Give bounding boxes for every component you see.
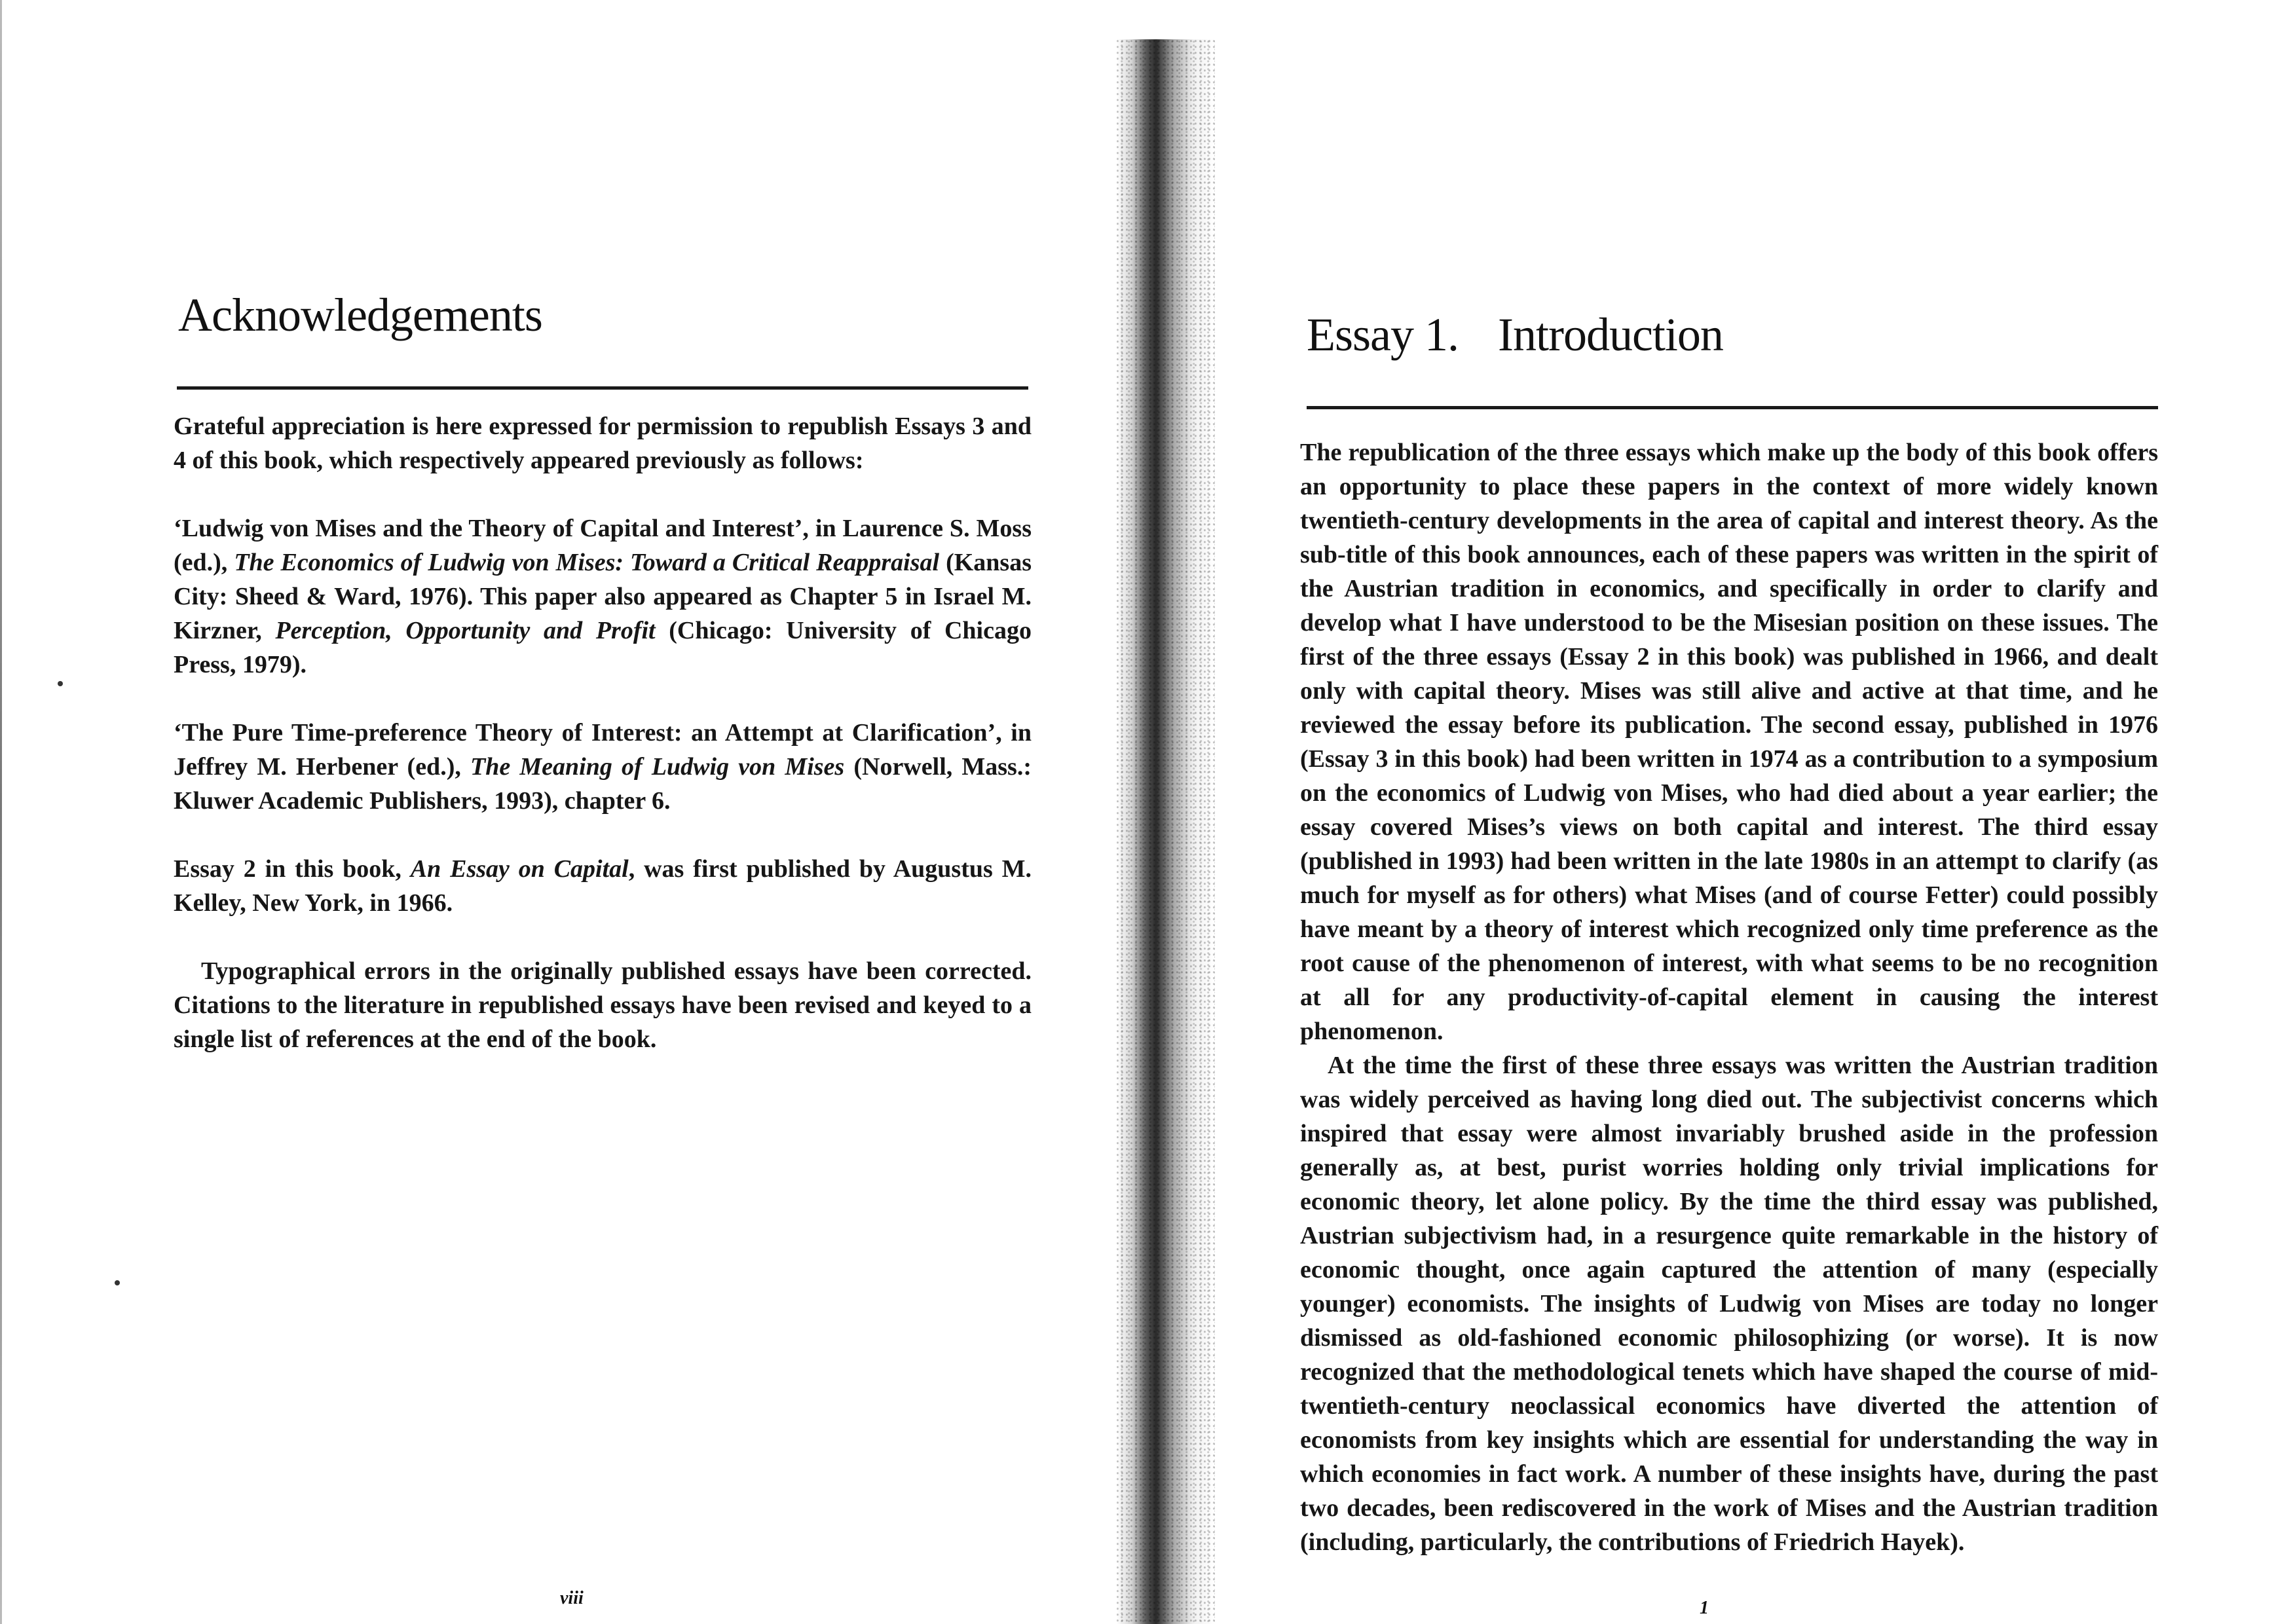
closing-paragraph: Typographical errors in the originally published essays have been corrected. Citations to the literature in republished essays have been revised and keyed to a single list of references at the end of the book. bbox=[174, 957, 1032, 1053]
scan-speck bbox=[58, 681, 63, 686]
entry-paragraph-3: Essay 2 in this book, An Essay on Capital, was first published by Augustus M. Kelley, New York, in 1966. bbox=[174, 855, 1032, 917]
intro-paragraph: Grateful appreciation is here expressed for permission to republish Essays 3 and 4 of this book, which respectively appeared previously as follows: bbox=[174, 413, 1032, 474]
page-number: viii bbox=[560, 1588, 584, 1608]
scan-speck bbox=[115, 1280, 120, 1285]
page-heading-acknowledgements: Acknowledgements bbox=[178, 289, 542, 341]
essay-label: Essay 1. bbox=[1307, 308, 1459, 361]
left-page bbox=[0, 0, 1127, 1624]
heading-rule bbox=[177, 386, 1028, 390]
essay-title: Introduction bbox=[1497, 308, 1723, 361]
introduction-body bbox=[1300, 435, 2158, 1559]
entry-paragraph-1: ‘Ludwig von Mises and the Theory of Capital and Interest’, in Laurence S. Moss (ed.), The Economics of Ludwig von Mises: Toward a Critical Reappraisal (Kansas City: Sheed & Ward, 1976). This paper also appeared as Chapter 5 in Israel M. Kirzner, Perception, Opportunity and Profit (Chicago: University of Chicago Press, 1979). bbox=[174, 515, 1032, 678]
entry-paragraph-2: ‘The Pure Time-preference Theory of Interest: an Attempt at Clarification’, in Jeffrey M. Herbener (ed.), The Meaning of Ludwig von Mises (Norwell, Mass.: Kluwer Academic Publishers, 1993), chapter 6. bbox=[174, 719, 1032, 815]
right-page bbox=[1127, 0, 2274, 1624]
essay-heading bbox=[1307, 308, 1723, 362]
acknowledgements-body bbox=[174, 409, 1032, 1056]
page-number: 1 bbox=[1700, 1598, 1709, 1618]
body-paragraph-1: The republication of the three essays which make up the body of this book offers an opportunity to place these papers in the context of more widely known twentieth-century developments in the area of capital and interest theory. As the sub-title of this book announces, each of these papers was written in the spirit of the Austrian tradition in economics, and specifically in order to clarify and develop what I have understood to be the Misesian position on these issues. The first of the three essays (Essay 2 in this book) was published in 1966, and dealt only with capital theory. Mises was still alive and active at that time, and he reviewed the essay before its publication. The second essay, published in 1976 (Essay 3 in this book) had been written in 1974 as a contribution to a symposium on the economics of Ludwig von Mises, who had died about a year earlier; the essay covered Mises’s views on both capital and interest. The third essay (published in 1993) had been written in the late 1980s in an attempt to clarify (as much for myself as for others) what Mises (and of course Fetter) could possibly have meant by a theory of interest which recognized only time preference as the root cause of the phenomenon of interest, with what seems to be no recognition at all for any productivity-of-capital element in causing the interest phenomenon. bbox=[1300, 439, 2158, 1045]
heading-rule bbox=[1307, 406, 2158, 409]
body-paragraph-2: At the time the first of these three essays was written the Austrian tradition was widely perceived as having long died out. The subjectivist concerns which inspired that essay were almost invariably brushed aside in the profession generally as, at best, purist worries holding only trivial implications for economic theory, let alone policy. By the time the third essay was published, Austrian subjectivism had, in a resurgence quite remarkable in the history of economic thought, once again captured the attention of many (especially younger) economists. The insights of Ludwig von Mises are today no longer dismissed as old-fashioned economic philosophizing (or worse). It is now recognized that the methodological tenets which have shaped the course of mid-twentieth-century neoclassical economics have diverted the attention of economists from key insights which are essential for understanding the way in which economies in fact work. A number of these insights have, during the past two decades, been rediscovered in the work of Mises and the Austrian tradition (including, particularly, the contributions of Friedrich Hayek). bbox=[1300, 1052, 2158, 1556]
